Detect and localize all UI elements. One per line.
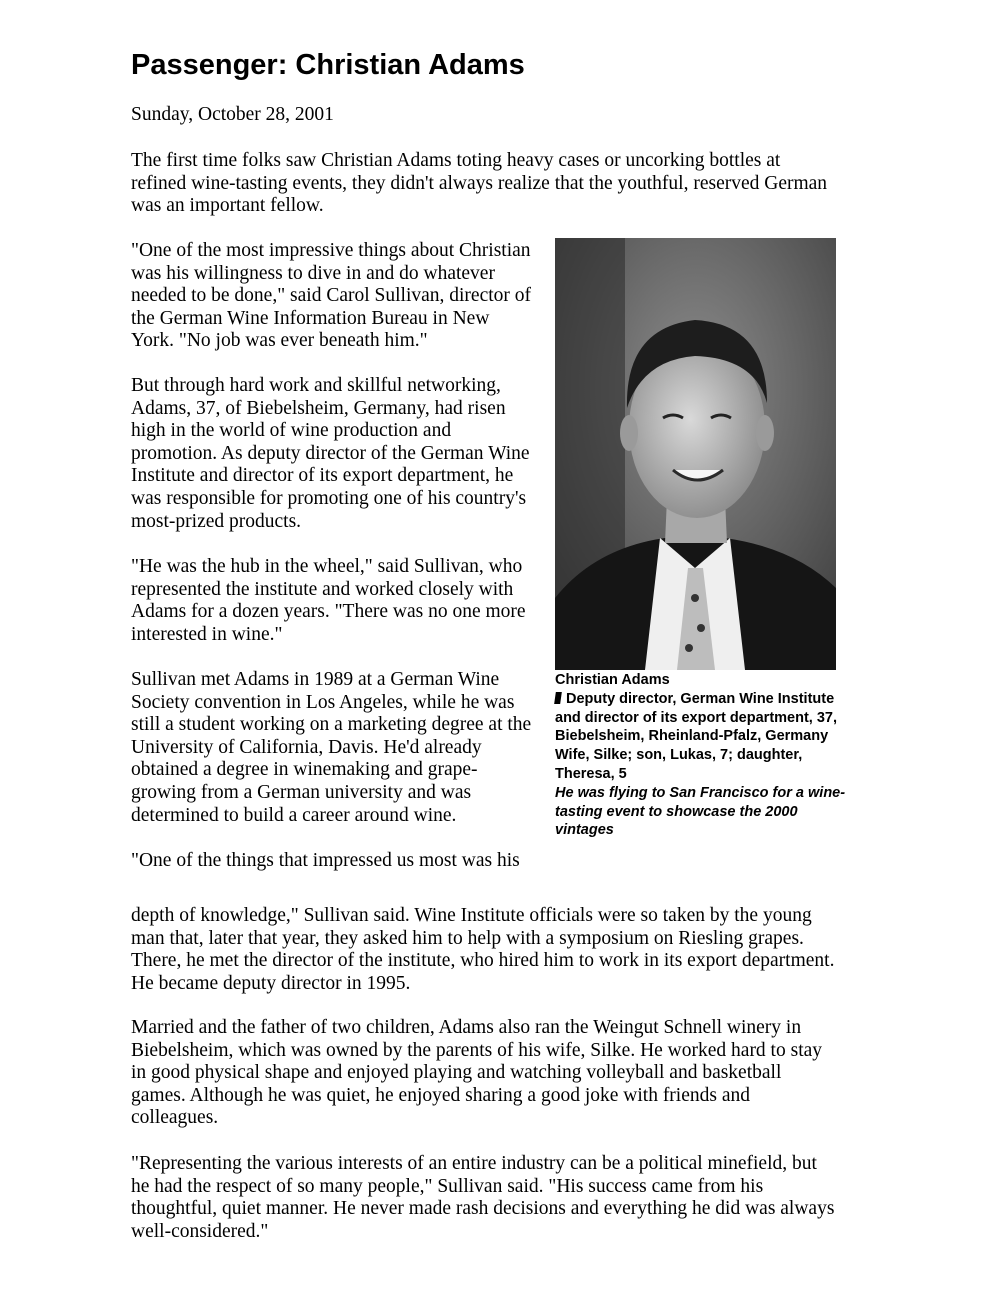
paragraph-married: Married and the father of two children, Adams also ran the Weingut Schnell winery in Biebelsheim, which was owned by the parents of his wife, Silke. He worked hard to stay in good physical shape and enjoyed playing and watching volleyball and basketball games. Although he was quiet, he enjoyed sharing a good joke with friends and colleagues. [131, 1017, 823, 1129]
caption-note: He was flying to San Francisco for a wine-tasting event to showcase the 2000 vintages [555, 784, 846, 839]
paragraph-met-in-1989: Sullivan met Adams in 1989 at a German Wine Society convention in Los Angeles, while he was still a student working on a marketing degree at the University of California, Davis. He'd already obtained a degree in winemaking and grape-growing from a German university and was determined to build a career around wine. [131, 669, 532, 826]
paragraph-hub-in-wheel: "He was the hub in the wheel," said Sullivan, who represented the institute and worked closely with Adams for a dozen years. "There was no one more interested in wine." [131, 556, 526, 645]
portrait-illustration [555, 238, 836, 670]
page-title: Passenger: Christian Adams [131, 49, 525, 81]
paragraph-impressed-start: "One of the things that impressed us most was his [131, 850, 520, 871]
caption-name: Christian Adams [555, 672, 670, 688]
bullet-marker-icon [554, 692, 562, 704]
paragraph-political-minefield: "Representing the various interests of an entire industry can be a political minefield, but he had the respect of so many people," Sullivan said. "His success came from his thoughtful, quiet manner. He never made rash decisions and everything he did was always well-considered." [131, 1153, 835, 1242]
dateline: Sunday, October 28, 2001 [131, 104, 334, 125]
paragraph-impressed-continued: depth of knowledge," Sullivan said. Wine Institute officials were so taken by the young man that, later that year, they asked him to help with a symposium on Riesling grapes. There, he met the director of the institute, who hired him to work in its export department. He became deputy director in 1995. [131, 905, 835, 994]
paragraph-sullivan-quote: "One of the most impressive things about Christian was his willingness to dive in and do whatever needed to be done," said Carol Sullivan, director of the German Wine Information Bureau in New York. "No job was ever beneath him." [131, 240, 532, 352]
caption-role-text: Deputy director, German Wine Institute and director of its export department, 37, Biebelsheim, Rheinland-Pfalz, Germany [555, 690, 837, 745]
paragraph-hard-work: But through hard work and skillful networking, Adams, 37, of Biebelsheim, Germany, had risen high in the world of wine production and promotion. As deputy director of the German Wine Institute and director of its export department, he was responsible for promoting one of his country's most-prized products. [131, 375, 530, 532]
caption-family: Wife, Silke; son, Lukas, 7; daughter, Theresa, 5 [555, 747, 803, 782]
intro-paragraph: The first time folks saw Christian Adams toting heavy cases or uncorking bottles at refined wine-tasting events, they didn't always realize that the youthful, reserved German was an important fellow. [131, 150, 828, 217]
photo-caption [555, 671, 855, 840]
caption-role [555, 690, 855, 746]
portrait-photo [555, 238, 836, 670]
